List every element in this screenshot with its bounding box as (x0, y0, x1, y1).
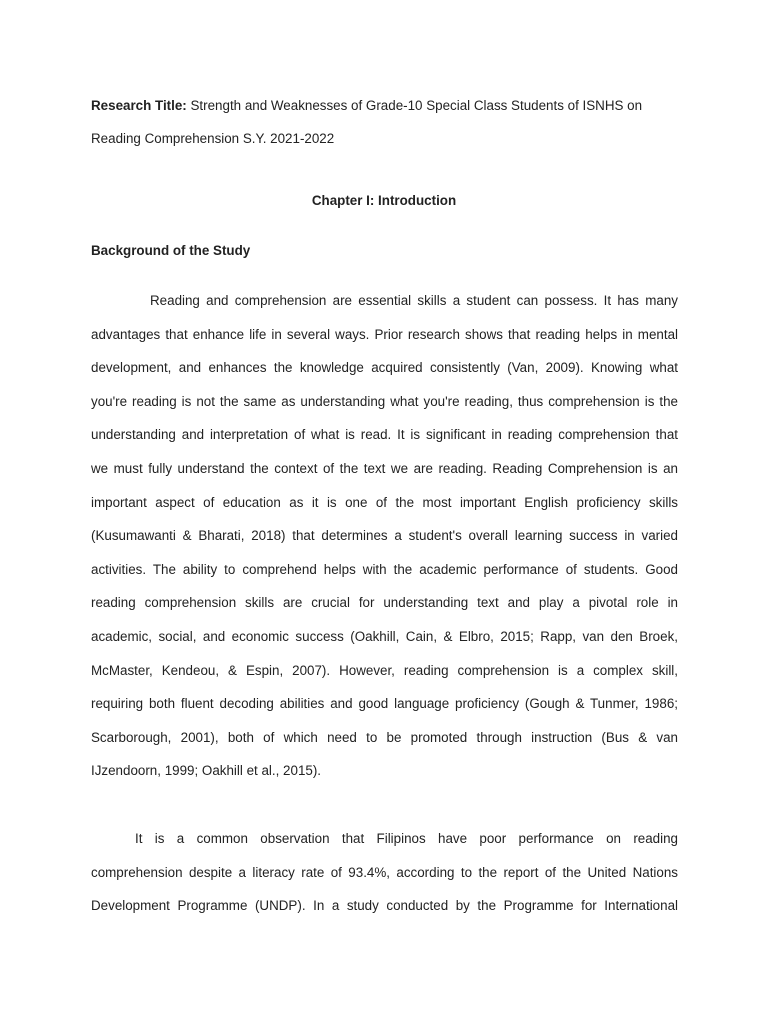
paragraph-line: (Kusumawanti & Bharati, 2018) that determines a student's overall learning success in varied (91, 528, 678, 544)
section-heading: Background of the Study (91, 243, 251, 258)
research-title-block (91, 89, 691, 155)
paragraph-line: understanding and interpretation of what is read. It is significant in reading comprehension that (91, 427, 678, 443)
paragraph-line: McMaster, Kendeou, & Espin, 2007). However, reading comprehension is a complex skill, (91, 662, 678, 678)
research-title-line-1 (91, 89, 691, 122)
paragraph-line: requiring both fluent decoding abilities and good language proficiency (Gough & Tunmer, 1986; (91, 696, 678, 712)
research-title-label: Research Title: (91, 98, 187, 113)
paragraph-line: academic, social, and economic success (Oakhill, Cain, & Elbro, 2015; Rapp, van den Broek, (91, 628, 678, 644)
paragraph-line: reading comprehension skills are crucial for understanding text and play a pivotal role in (91, 595, 678, 611)
paragraph-line: Reading and comprehension are essential skills a student can possess. It has many (150, 293, 678, 308)
paragraph-line: comprehension despite a literacy rate of 93.4%, according to the report of the United Nations (91, 864, 678, 880)
paragraph-line: we must fully understand the context of the text we are reading. Reading Comprehension is an (91, 460, 678, 476)
paragraph-line: you're reading is not the same as understanding what you're reading, thus comprehension is the (91, 393, 678, 409)
paragraph-line: development, and enhances the knowledge acquired consistently (Van, 2009). Knowing what (91, 360, 678, 376)
paragraph-line: It is a common observation that Filipinos have poor performance on reading (135, 831, 678, 846)
paragraph-1 (91, 290, 678, 794)
research-title-text: Strength and Weaknesses of Grade-10 Special Class Students of ISNHS on (190, 98, 643, 113)
paragraph-line: advantages that enhance life in several ways. Prior research shows that reading helps in mental (91, 326, 678, 342)
paragraph-line: activities. The ability to comprehend helps with the academic performance of students. Good (91, 561, 678, 577)
paragraph-2 (91, 828, 678, 929)
paragraph-line: important aspect of education as it is one of the most important English proficiency skills (91, 494, 678, 510)
paragraph-line: Development Programme (UNDP). In a study conducted by the Programme for International (91, 898, 678, 914)
chapter-heading: Chapter I: Introduction (311, 193, 457, 208)
paragraph-line: Scarborough, 2001), both of which need to be promoted through instruction (Bus & van (91, 729, 678, 745)
paragraph-line: IJzendoorn, 1999; Oakhill et al., 2015). (91, 763, 322, 779)
research-title-line-2: Reading Comprehension S.Y. 2021-2022 (91, 131, 335, 146)
